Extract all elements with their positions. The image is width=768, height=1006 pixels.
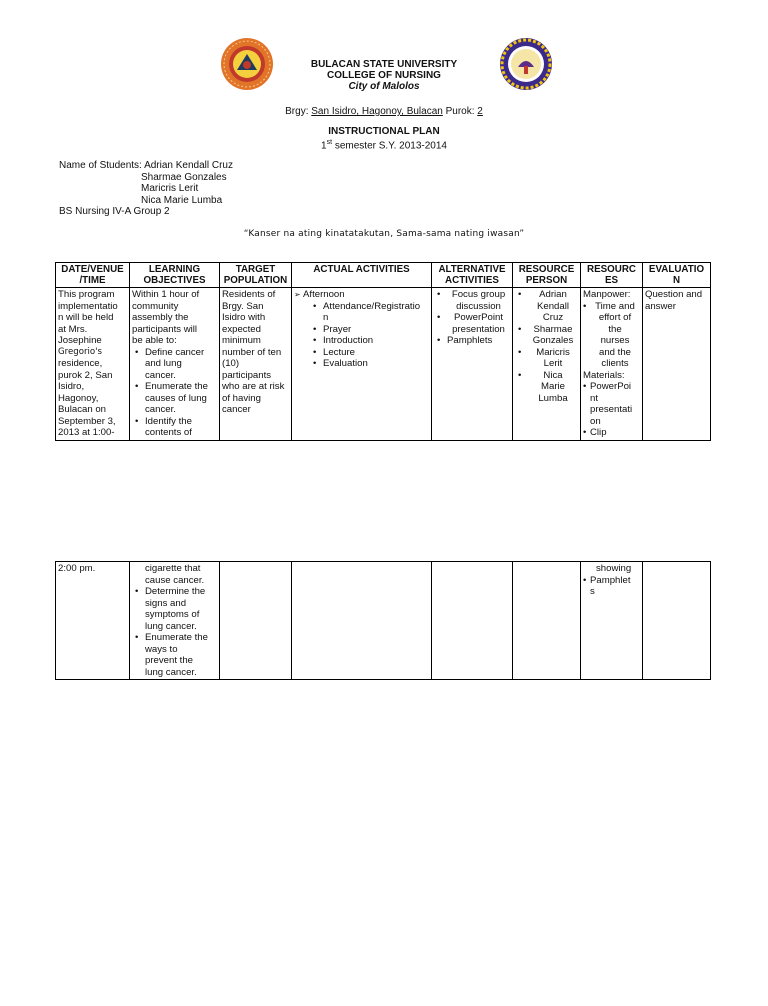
resource-person-cell (513, 288, 581, 441)
plan-title: INSTRUCTIONAL PLAN (328, 126, 440, 137)
list-item: • Define cancer and lung cancer. (132, 347, 217, 382)
brgy-label: Brgy: (285, 106, 312, 117)
column-header-objectives: LEARNING OBJECTIVES (130, 263, 220, 288)
college-name: COLLEGE OF NURSING (327, 70, 441, 81)
list-item: • Maricris Lerit (515, 347, 578, 370)
column-header-actual-activities: ACTUAL ACTIVITIES (292, 263, 432, 288)
list-item: • Lecture (310, 347, 429, 359)
target-population-cell: Residents of Brgy. San Isidro with expected minimum number of ten (10) participants who are at risk of having cancer (220, 288, 292, 441)
column-header-population: TARGET POPULATION (220, 263, 292, 288)
column-header-resource-person: RESOURCE PERSON (513, 263, 581, 288)
semester-number: 1 (321, 140, 327, 152)
column-header-alternative-activities: ALTERNATIVE ACTIVITIES (432, 263, 513, 288)
column-header-evaluation: EVALUATIO N (643, 263, 711, 288)
date-venue-cell: This program implementatio n will be held at Mrs. Josephine Gregorio's residence, purok 2, San Isidro, Hagonoy, Bulacan on September 3, 2013 at 1:00- (56, 288, 130, 441)
brgy-value: San Isidro, Hagonoy, Bulacan (311, 106, 443, 117)
list-item: ➢ Afternoon • Attendance/Registratio n • Prayer • Introduction • Lecture • Evaluation (294, 289, 429, 370)
semester-text: semester S.Y. 2013-2014 (332, 140, 447, 152)
list-item: • Attendance/Registratio n (310, 301, 429, 324)
learning-objectives-cell: Within 1 hour of community assembly the participants will be able to: • Define cancer and lung cancer. • Enumerate the causes of lung cancer. • Identify the contents of (130, 288, 220, 441)
resources-cell: showing • Pamphlet s (581, 562, 643, 680)
list-item: • Evaluation (310, 358, 429, 370)
list-item: • PowerPoi nt presentati on (583, 381, 640, 427)
resources-cell: Manpower: • Time and effort of the nurses and the clients Materials: • PowerPoi nt presentati on • Clip (581, 288, 643, 441)
date-venue-cell: 2:00 pm. (56, 562, 130, 680)
list-item: • Determine the signs and symptoms of lung cancer. (132, 586, 217, 632)
instructional-plan-table-continued (55, 561, 711, 680)
list-item: • Pamphlets (434, 335, 510, 347)
university-name: BULACAN STATE UNIVERSITY (310, 59, 458, 70)
list-item: • Enumerate the ways to prevent the lung cancer. (132, 632, 217, 678)
list-item: • Focus group discussion (434, 289, 510, 312)
list-item: • Clip (583, 427, 640, 439)
list-item: • Pamphlet s (583, 575, 640, 598)
student-name: Maricris Lerit (141, 183, 199, 194)
semester-suffix: st (326, 139, 333, 146)
instructional-plan-table (55, 262, 711, 441)
evaluation-cell: Question and answer (643, 288, 711, 441)
column-header-date: DATE/VENUE /TIME (56, 263, 130, 288)
resource-person-cell (513, 562, 581, 680)
group-label: BS Nursing IV-A Group 2 (59, 206, 170, 217)
actual-activities-cell (292, 288, 432, 441)
student-name: Nica Marie Lumba (141, 194, 223, 206)
table-row (56, 288, 711, 441)
learning-objectives-cell: cigarette that cause cancer. • Determine the signs and symptoms of lung cancer. • Enumerate the ways to prevent the lung cancer. (130, 562, 220, 680)
list-item: • Time and effort of the nurses and the clients (583, 301, 640, 370)
target-population-cell (220, 562, 292, 680)
list-item: • Adrian Kendall Cruz (515, 289, 578, 324)
purok-label: Purok: (442, 106, 478, 117)
list-item: • Introduction (310, 335, 429, 347)
students-block (59, 160, 233, 218)
list-item: • Identify the contents of (132, 416, 217, 439)
evaluation-cell (643, 562, 711, 680)
barangay-line (0, 106, 768, 118)
table-row (56, 562, 711, 680)
student-name: Sharmae Gonzales (141, 171, 227, 183)
motto: “Kanser na ating kinatatakutan, Sama-sama nating iwasan” (243, 229, 525, 239)
list-item: • Nica Marie Lumba (515, 370, 578, 405)
list-item: • Sharmae Gonzales (515, 324, 578, 347)
list-item: • Enumerate the causes of lung cancer. (132, 381, 217, 416)
student-name: Adrian Kendall Cruz (144, 160, 233, 171)
students-label: Name of Students: (59, 160, 145, 171)
table-header-row (56, 263, 711, 288)
column-header-resources: RESOURC ES (581, 263, 643, 288)
actual-activities-cell (292, 562, 432, 680)
semester-line (0, 137, 768, 152)
city-name: City of Malolos (348, 81, 420, 92)
list-item: • PowerPoint presentation (434, 312, 510, 335)
purok-value: 2 (477, 106, 483, 117)
alternative-activities-cell (432, 562, 513, 680)
alternative-activities-cell (432, 288, 513, 441)
list-item: • Prayer (310, 324, 429, 336)
